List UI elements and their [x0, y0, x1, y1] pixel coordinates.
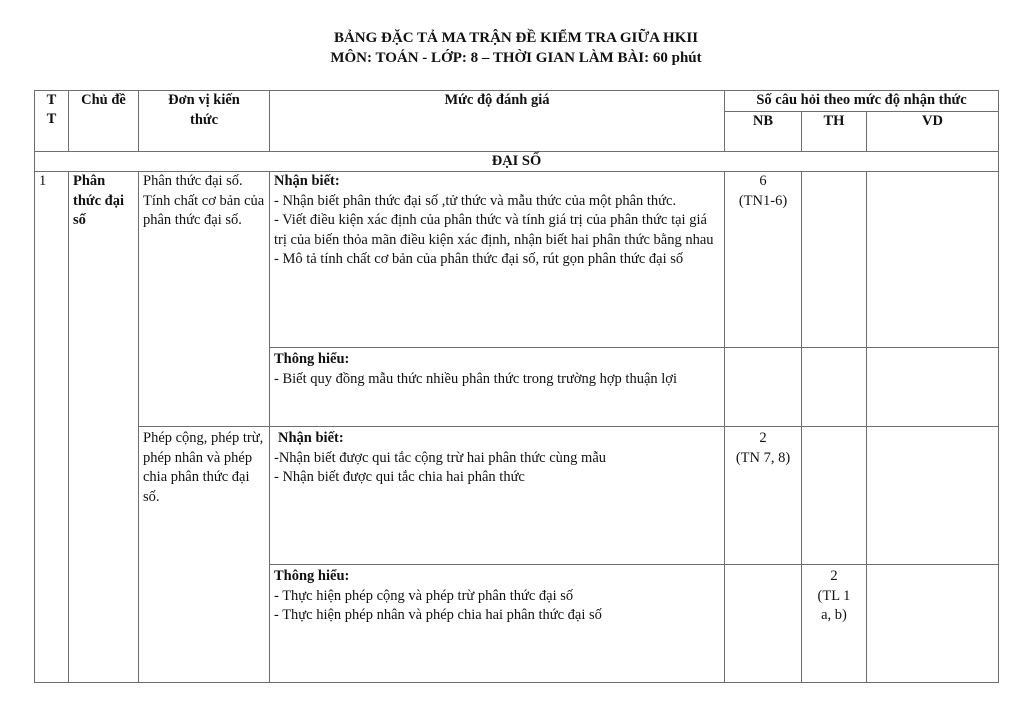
header-th: TH	[802, 111, 867, 151]
row-th	[802, 565, 867, 683]
row-th	[802, 348, 867, 427]
table-row	[35, 172, 999, 348]
row-nb	[725, 348, 802, 427]
header-don-vi: Đơn vị kiến thức	[139, 91, 270, 152]
row-nb	[725, 172, 802, 348]
header-vd: VD	[867, 111, 999, 151]
row-muc-do	[270, 427, 725, 565]
criterion-line: -Nhận biết được qui tắc cộng trừ hai phân thức cùng mẫu	[274, 449, 607, 466]
criterion-line: - Nhận biết phân thức đại số ,tử thức và mẫu thức của một phân thức.	[274, 192, 677, 209]
criterion-line: - Viết điều kiện xác định của phân thức và tính giá trị của phân thức tại giá trị của biến thỏa mãn điều kiện xác định, nhận biết hai phân thức bằng nhau	[274, 212, 714, 248]
row-nb	[725, 565, 802, 683]
specification-matrix-table	[34, 90, 999, 683]
nb-count: 6	[759, 173, 767, 189]
criterion-line: - Nhận biết được qui tắc chia hai phân thức	[274, 469, 525, 485]
header-so-cau: Số câu hỏi theo mức độ nhận thức	[725, 91, 999, 112]
row-tt: 1	[35, 172, 69, 683]
section-row	[35, 151, 999, 172]
row-muc-do	[270, 565, 725, 683]
nb-count: 2	[759, 430, 767, 446]
level-heading: Nhận biết:	[274, 173, 340, 189]
row-th	[802, 172, 867, 348]
row-nb	[725, 427, 802, 565]
level-heading: Thông hiểu:	[274, 568, 350, 584]
header-tt	[35, 91, 69, 152]
header-nb: NB	[725, 111, 802, 151]
row-vd	[867, 427, 999, 565]
criterion-line: - Thực hiện phép cộng và phép trừ phân thức đại số	[274, 587, 574, 604]
row-chu-de: Phân thức đại số	[69, 172, 139, 683]
level-heading: Nhận biết:	[278, 430, 344, 446]
header-tt-label: T T	[46, 92, 57, 127]
th-count: 2	[830, 568, 838, 584]
section-dai-so: ĐẠI SỐ	[35, 151, 999, 172]
header-muc-do: Mức độ đánh giá	[270, 91, 725, 152]
header-row	[35, 91, 999, 112]
row-don-vi: Phép cộng, phép trừ, phép nhân và phép chia phân thức đại số.	[139, 427, 270, 683]
row-vd	[867, 348, 999, 427]
row-vd	[867, 172, 999, 348]
nb-ref: (TN 7, 8)	[735, 449, 791, 466]
document-subtitle: MÔN: TOÁN - LỚP: 8 – THỜI GIAN LÀM BÀI: 60 phút	[330, 50, 702, 66]
row-don-vi: Phân thức đại số. Tính chất cơ bản của phân thức đại số.	[139, 172, 270, 427]
row-vd	[867, 565, 999, 683]
row-th	[802, 427, 867, 565]
document-title: BẢNG ĐẶC TẢ MA TRẬN ĐỀ KIỂM TRA GIỮA HKII	[333, 30, 699, 46]
row-muc-do	[270, 348, 725, 427]
criterion-line: - Thực hiện phép nhân và phép chia hai phân thức đại số	[274, 607, 602, 623]
criterion-line: - Biết quy đồng mẫu thức nhiều phân thức trong trường hợp thuận lợi	[274, 370, 677, 387]
criterion-line: - Mô tả tính chất cơ bản của phân thức đại số, rút gọn phân thức đại số	[274, 251, 684, 267]
header-chu-de: Chủ đề	[69, 91, 139, 152]
th-ref: (TL 1 a, b)	[817, 587, 851, 623]
level-heading: Thông hiểu:	[274, 351, 350, 367]
row-muc-do	[270, 172, 725, 348]
nb-ref: (TN1-6)	[738, 192, 788, 209]
table-row	[35, 427, 999, 565]
